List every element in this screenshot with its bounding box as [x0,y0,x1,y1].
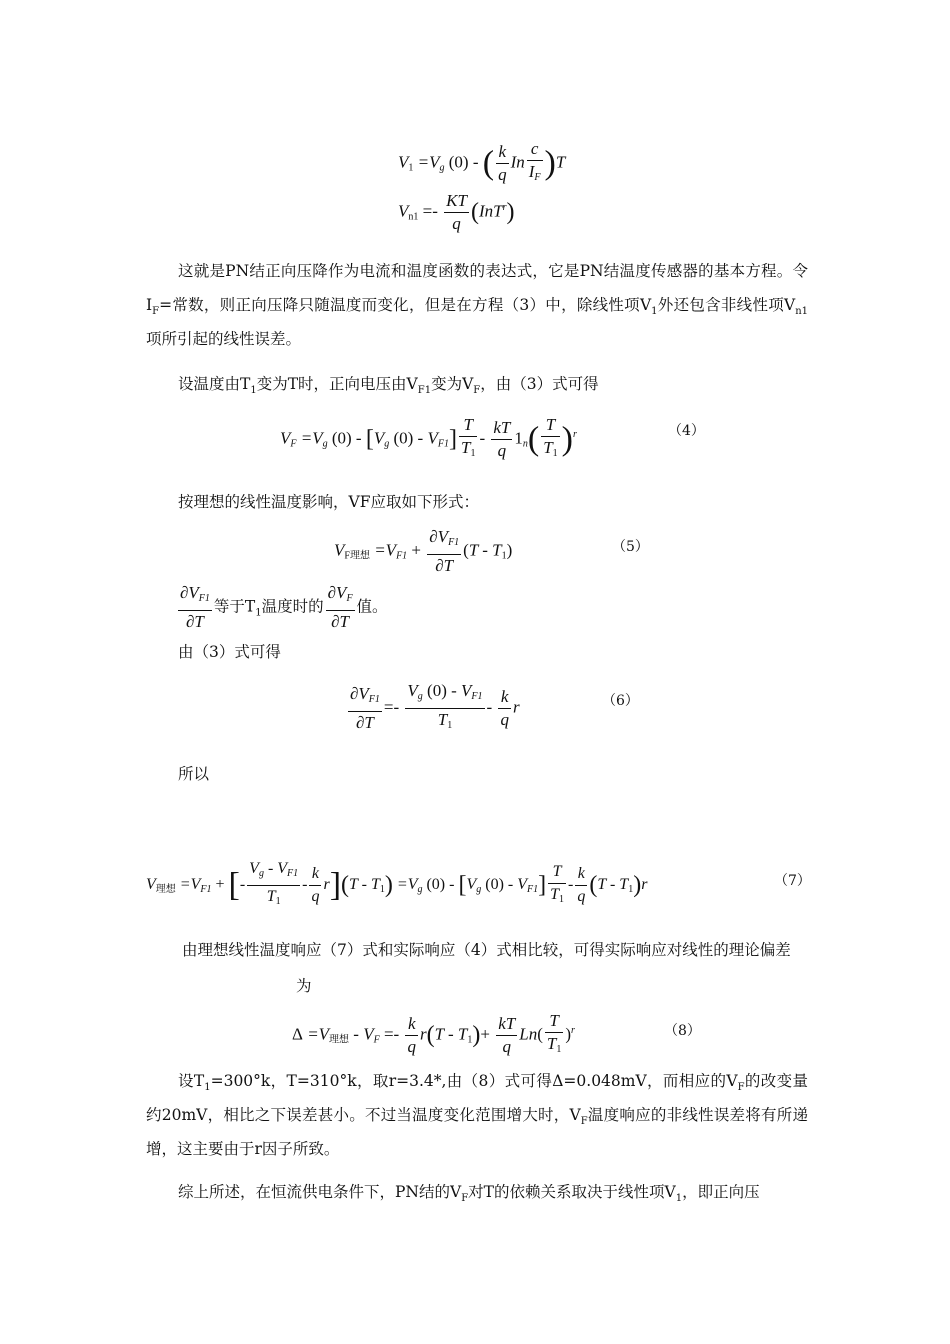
paragraph-from-eq3: 由（3）式可得 [178,643,281,661]
paragraph-numeric-example: 设$T_1=300^\circ k$，T=310°k，取r=3.4*,由（8）式可得Δ=0.048mV，而相应的$V_F$的改变量约20mV，相比之下误差甚小。不过当温度变化范围增大时，$V_F$温度响应的非线性误差将有所递增，这主要由于r因子所致。 [146,1072,809,1158]
paragraph-summary: 综上所述，在恒流供电条件下，PN结的$V_F$对T的依赖关系取决于线性项$V_1$，即正向压 [178,1183,760,1205]
equation-5: VF理想 =VF1 + $\frac{\partial VF1}{\partial T}$ (T - T1) [334,527,513,575]
paragraph-comparison: 由理想线性温度响应（7）式和实际响应（4）式相比较，可得实际响应对线性的理论偏差 [182,941,791,959]
equation-4: VF =Vg (0) - [Vg (0) - VF1] $\frac{T}{T1}$ - $\frac{kT}{q}$ 1n( $\frac{T}{T1}$ )$^r$ [280,415,577,460]
equation-v1: V1 =Vg (0) - ( $\frac{k}{q}$ In $\frac{c}{IF}$ )T [398,139,566,184]
paragraph-temperature-change: 设温度由$T_1$变为T时，正向电压由$V_{F1}$变为$V_F$，由（3）式可得 [178,375,599,397]
equation-vn1: Vn1 =- $\frac{KT}{q}$ (InT$^r$) [398,191,515,233]
paragraph-partial-derivative: $\frac{\partial VF1}{\partial T}$ 等于$T_1$温度时的 $\frac{\partial VF}{\partial T}$ 值。 [180,583,388,631]
equation-number-7: （7） [774,873,811,889]
paragraph-pn-junction-expression: 这就是PN结正向压降作为电流和温度函数的表达式，它是PN结温度传感器的基本方程。令$I_F=$常数，则正向压降只随温度而变化，但是在方程（3）中，除线性项$V_1$外还包含非线性项$V_{n1}$项所引起的线性误差。 [146,262,808,348]
paragraph-therefore: 所以 [178,765,210,783]
equation-6: $\frac{\partial VF1}{\partial T}$ =- $\frac{Vg (0) - VF1}{T1}$ - $\frac{k}{q}$ r [350,681,520,732]
equation-number-6: （6） [602,693,639,709]
equation-number-5: （5） [612,539,649,555]
equation-7: V理想 =VF1 + [- $\frac{Vg - VF1}{T1}$ - $\frac{k}{q}$ r](T - T1) =Vg (0) - [Vg (0) - VF1] $\frac{T}{T1}$ - $\frac{k}{q}$ (T - T1)r [146,860,648,907]
equation-number-8: （8） [664,1023,701,1039]
paragraph-comparison-tail: 为 [296,977,312,995]
paragraph-ideal-linear: 按理想的线性温度影响，VF应取如下形式： [178,493,479,511]
equation-number-4: （4） [668,423,705,439]
equation-8: Δ =V理想 - VF =- $\frac{k}{q}$ r(T - T1)+ $\frac{kT}{q}$ Ln( $\frac{T}{T1}$ )$^r$ [292,1011,575,1056]
